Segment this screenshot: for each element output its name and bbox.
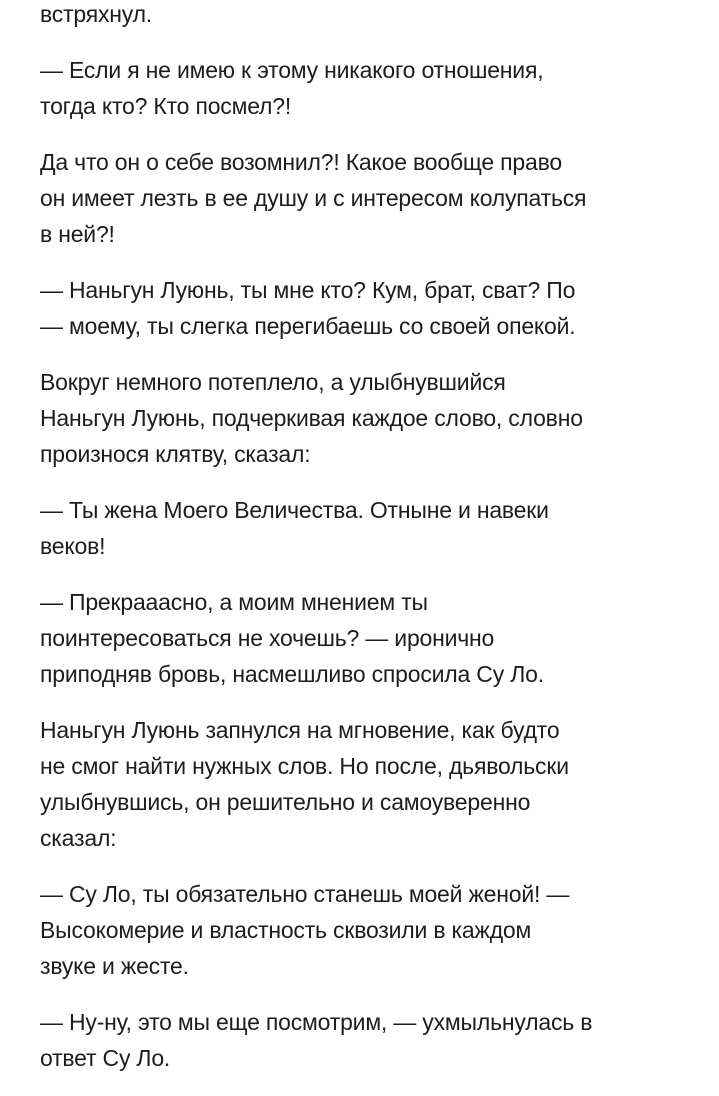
text-line: Да что он о себе возомнил?! Какое вообще право bbox=[40, 149, 562, 175]
paragraph-1 bbox=[40, 0, 690, 32]
text-line: — Наньгун Луюнь, ты мне кто? Кум, брат, сват? По bbox=[40, 277, 576, 303]
text-line: Высокомерие и властность сквозили в каждом bbox=[40, 917, 532, 943]
text-line: — моему, ты слегка перегибаешь со своей опекой. bbox=[40, 313, 576, 339]
text-line: — Прекрааасно, а моим мнением ты bbox=[40, 589, 428, 615]
text-line: — Ну-ну, это мы еще посмотрим, — ухмыльнулась в bbox=[40, 1009, 593, 1035]
paragraph-8 bbox=[40, 712, 690, 856]
text-line: веков! bbox=[40, 533, 106, 559]
text-line: Наньгун Луюнь запнулся на мгновение, как будто bbox=[40, 717, 560, 743]
paragraph-4 bbox=[40, 272, 690, 344]
text-line: не смог найти нужных слов. Но после, дьявольски bbox=[40, 753, 569, 779]
paragraph-5 bbox=[40, 364, 690, 472]
text-line: улыбнувшись, он решительно и самоуверенно bbox=[40, 789, 531, 815]
text-line: — Ты жена Моего Величества. Отныне и навеки bbox=[40, 497, 549, 523]
text-line: тогда кто? Кто посмел?! bbox=[40, 93, 292, 119]
text-line: произнося клятву, сказал: bbox=[40, 441, 311, 467]
paragraph-3 bbox=[40, 144, 690, 252]
text-line: встряхнул. bbox=[40, 1, 152, 27]
text-line: — Су Ло, ты обязательно станешь моей женой! — bbox=[40, 881, 570, 907]
text-line: Вокруг немного потеплело, а улыбнувшийся bbox=[40, 369, 506, 395]
text-line: приподняв бровь, насмешливо спросила Су Ло. bbox=[40, 661, 544, 687]
paragraph-7 bbox=[40, 584, 690, 692]
paragraph-6 bbox=[40, 492, 690, 564]
paragraph-9 bbox=[40, 876, 690, 984]
text-line: — Если я не имею к этому никакого отношения, bbox=[40, 57, 544, 83]
text-line: ответ Су Ло. bbox=[40, 1045, 171, 1071]
text-line: в ней?! bbox=[40, 221, 115, 247]
paragraph-2 bbox=[40, 52, 690, 124]
reader-text bbox=[40, 0, 690, 1096]
text-line: звуке и жесте. bbox=[40, 953, 189, 979]
text-line: сказал: bbox=[40, 825, 117, 851]
text-line: поинтересоваться не хочешь? — иронично bbox=[40, 625, 495, 651]
text-line: он имеет лезть в ее душу и с интересом колупаться bbox=[40, 185, 587, 211]
text-line: Наньгун Луюнь, подчеркивая каждое слово, словно bbox=[40, 405, 583, 431]
paragraph-10 bbox=[40, 1004, 690, 1076]
